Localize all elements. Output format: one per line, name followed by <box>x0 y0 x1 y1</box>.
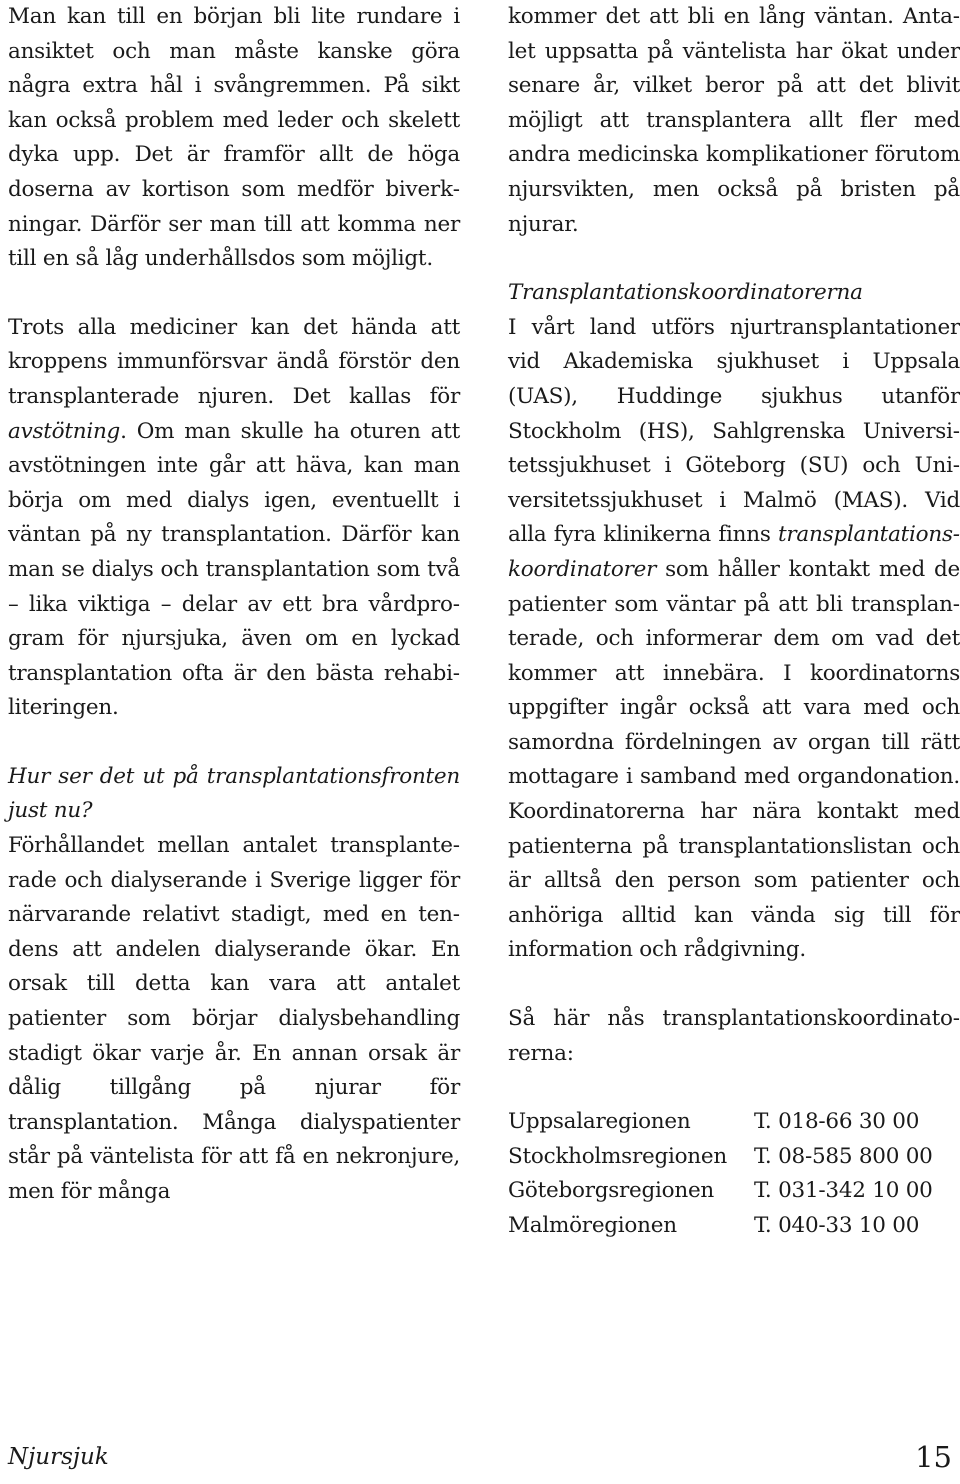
contact-region: Uppsalaregionen <box>508 1109 691 1135</box>
paragraph-side-effects: Man kan till en början bli lite rundare i ansiktet och man måste kanske göra några extra hål i svångremmen. På sikt kan också problem med leder och skelett dyka upp. Det är framför allt de höga doserna av kortison som medför biverkningar. Därför ser man till att komma ner till en så låg underhållsdos som möjligt. <box>8 4 460 272</box>
section-heading-coordinators: Transplantationskoordinatorerna <box>508 280 863 306</box>
paragraph-rejection-start: Trots alla mediciner kan det hända att kroppens immunförsvar ändå förstör den transplanterade njuren. Det kallas för <box>8 314 460 409</box>
paragraph-rejection <box>8 311 460 726</box>
contact-region: Göteborgsregionen <box>508 1178 715 1204</box>
paragraph-coordinators-start: I vårt land utförs njurtransplantationer vid Akademiska sjukhuset i Uppsala (UAS), Huddinge sjukhus utanför Stockholm (HS), Sahlgrenska Universitetssjukhuset i Göteborg (SU) och Universitetssjukhuset i Malmö (MAS). Vid alla fyra klinikerna finns <box>508 314 960 548</box>
paragraph-rejection-end: . Om man skulle ha oturen att avstötningen inte går att häva, kan man börja om med dialys igen, eventuellt i väntan på ny transplantation. Därför kan man se dialys och transplantation som två – lika viktiga – delar av ett bra vårdprogram för njursjuka, även om en lyckad transplantation ofta är den bästa rehabiliteringen. <box>8 418 460 721</box>
footer-publication-title: Njursjuk <box>8 1444 109 1470</box>
footer-page-number: 15 <box>915 1440 952 1474</box>
paragraph-transplant-ratio: Förhållandet mellan antalet transplanterade och dialyserande i Sverige ligger för närvarande relativt stadigt, med en tendens att andelen dialyserande ökar. En orsak till detta kan vara att antalet patienter som börjar dialysbehandling stadigt ökar varje år. En annan orsak är dålig tillgång på njurar för transplantation. Många dialyspatienter står på väntelista för att få en nekronjure, men för många <box>8 833 460 1204</box>
contact-region: Stockholmsregionen <box>508 1143 727 1169</box>
paragraph-coordinators-end: som håller kontakt med de patienter som väntar på att bli transplanterade, och informerar dem om vad det kommer att innebära. I koordinatorns uppgifter ingår också att vara med och samordna fördelningen av organ till rätt mottagare i samband med organdonation. Koordinatorerna har nära kontakt med patienterna på transplantationslistan och är alltså den person som patienter och anhöriga alltid kan vända sig till för information och rådgivning. <box>508 556 960 963</box>
section-heading-transplant-front: Hur ser det ut på transplantationsfronten just nu? <box>8 763 460 824</box>
contact-list <box>508 1105 960 1243</box>
paragraph-contact-intro: Så här nås transplantationskoordinatorerna: <box>508 1006 960 1066</box>
paragraph-waiting-list: kommer det att bli en lång väntan. Antalet uppsatta på väntelista har ökat under senare år, vilket beror på att det blivit möjligt att transplantera allt fler med andra medicinska komplikationer förutom njursvikten, men också på bristen på njurar. <box>508 4 960 237</box>
left-column <box>8 0 460 1210</box>
term-avstotning: avstötning <box>8 418 121 444</box>
right-column <box>508 0 960 1244</box>
contact-phone: T. 031-342 10 00 <box>754 1178 933 1204</box>
contact-phone: T. 018-66 30 00 <box>754 1109 920 1135</box>
contact-phone: T. 040-33 10 00 <box>754 1213 920 1238</box>
contact-phone: T. 08-585 800 00 <box>754 1143 933 1169</box>
paragraph-coordinators <box>508 311 960 968</box>
term-transplantationskoordinatorer: transplantationskoordinatorer <box>508 522 960 582</box>
contact-region: Malmöregionen <box>508 1213 677 1238</box>
